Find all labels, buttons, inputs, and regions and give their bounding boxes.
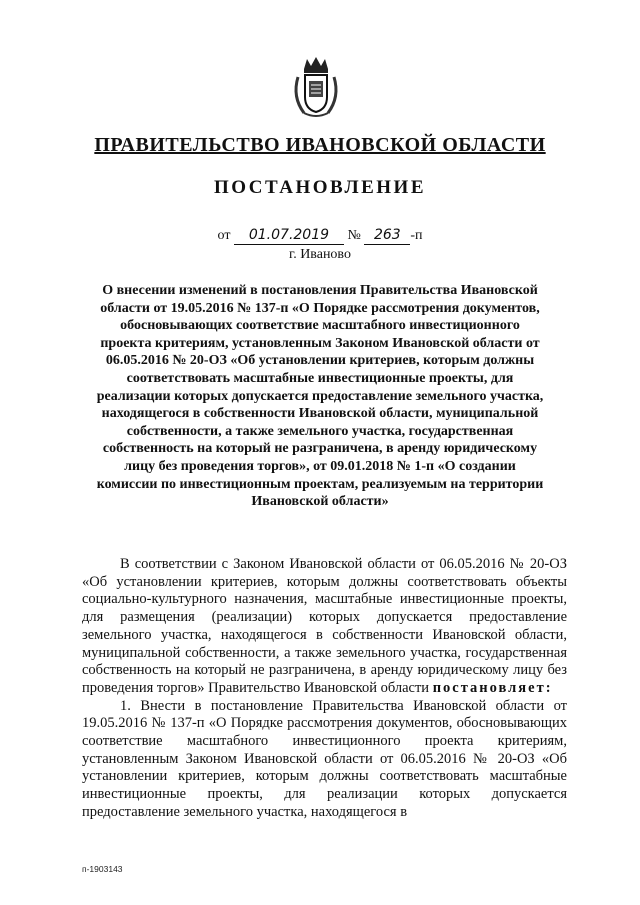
preamble-paragraph xyxy=(82,556,567,698)
document-body xyxy=(82,556,567,822)
document-date: 01.07.2019 xyxy=(234,227,344,245)
resolves-word: постановляет: xyxy=(432,679,553,696)
document-type: ПОСТАНОВЛЕНИЕ xyxy=(213,177,427,198)
date-number-line xyxy=(0,227,640,245)
number-label: № xyxy=(347,228,361,243)
document-subject: О внесении изменений в постановления Правительства Ивановской области от 19.05.2016 № 137-п «О Порядке рассмотрения документов, обосновывающих соответствие масштабного инвестиционного проекта критериям, установленным Законом Ивановской области от 06.05.2016 № 20-ОЗ «Об установлении критериев, которым должны соответствовать масштабные инвестиционные проекты, для реализации которых допускается предоставление земельного участка, находящегося в собственности Ивановской области, муниципальной собственности, а также земельного участка, государственная собственность на который не разграничена, в аренду юридическому лицу без проведения торгов», от 09.01.2018 № 1-п «О создании комиссии по инвестиционным проектам, реализуемым на территории Ивановской области» xyxy=(96,283,544,510)
number-suffix: -п xyxy=(410,228,423,243)
footer-code: п-1903143 xyxy=(82,864,123,874)
coat-of-arms-icon xyxy=(290,55,342,121)
point-1-paragraph: 1. Внести в постановление Правительства Ивановской области от 19.05.2016 № 137-п «О Порядке рассмотрения документов, обосновывающих соответствие масштабного инвестиционного проекта критериям, установленным Законом Ивановской области от 06.05.2016 № 20-ОЗ «Об установлении критериев, которым должны соответствовать масштабные инвестиционные проекты, для реализации которых допускается предоставление земельного участка, находящегося в xyxy=(82,697,567,820)
preamble-text: В соответствии с Законом Ивановской области от 06.05.2016 № 20-ОЗ «Об установлении критериев, которым должны соответствовать объекты социально-культурного назначения, масштабные инвестиционные проекты, для размещения (реализации) которых допускается предоставление земельного участка, находящегося в собственности Ивановской области, муниципальной собственности, а также земельного участка, государственная собственность на который не разграничена, в аренду юридическому лицу без проведения торгов» Правительство Ивановской области xyxy=(82,556,567,696)
document-number: 263 xyxy=(364,227,410,245)
government-title: ПРАВИТЕЛЬСТВО ИВАНОВСКОЙ ОБЛАСТИ xyxy=(94,134,546,156)
from-label: от xyxy=(217,228,231,243)
city: г. Иваново xyxy=(289,247,351,262)
